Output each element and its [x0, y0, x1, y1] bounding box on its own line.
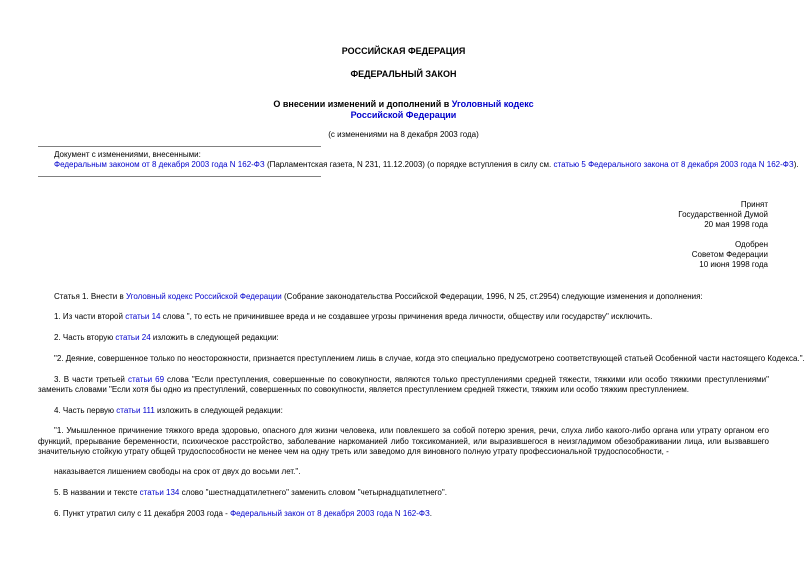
changes-text-2: ).: [793, 160, 799, 169]
article-69-link[interactable]: статьи 69: [127, 375, 165, 384]
article-1-pre: Статья 1. Внести в: [54, 292, 126, 301]
item-6: [54, 509, 432, 519]
item-2-pre: 2. Часть вторую: [54, 333, 116, 342]
accepted-label: Принят: [740, 200, 768, 209]
approved-label: Одобрен: [734, 240, 768, 249]
duma-date: 20 мая 1998 года: [704, 220, 768, 229]
changes-label: Документ с изменениями, внесенными:: [54, 150, 201, 159]
item-4: [54, 406, 283, 416]
item-3-post: слова "Если преступления, совершенные по совокупности, являются только преступлениями средней тяжести, тяжкими или особо тяжкими преступлениями" заменить словами "Если хотя бы одно из преступлений, совершенных по совокупности, является преступлением средней тяжести, тяжким или особо тяжким преступлением.: [38, 375, 769, 394]
criminal-code-link[interactable]: Уголовный кодекс: [451, 99, 534, 109]
changes-bottom-rule: [38, 176, 321, 177]
item-3: [38, 375, 769, 395]
law-title-prefix: О внесении изменений и дополнений в: [273, 99, 452, 109]
item-4-sanction: наказывается лишением свободы на срок от двух до восьми лет.".: [54, 467, 301, 476]
amendments-note: (с изменениями на 8 декабря 2003 года): [328, 130, 479, 139]
criminal-code-link-body[interactable]: Уголовный кодекс Российской Федерации: [125, 292, 282, 301]
item-2: [54, 333, 279, 343]
item-5-post: слово "шестнадцатилетнего" заменить словом "четырнадцатилетнего".: [179, 488, 447, 497]
duma-label: Государственной Думой: [678, 210, 768, 219]
article-111-link[interactable]: статьи 111: [116, 406, 155, 415]
item-6-pre: 6. Пункт утратил силу с 11 декабря 2003 года -: [54, 509, 231, 518]
document-type-heading: ФЕДЕРАЛЬНЫЙ ЗАКОН: [350, 69, 457, 79]
item-3-pre: 3. В части третьей: [54, 375, 128, 384]
item-4-pre: 4. Часть первую: [54, 406, 117, 415]
item-1: [54, 312, 652, 322]
article-1-intro: [54, 292, 703, 302]
item-4-post: изложить в следующей редакции:: [154, 406, 283, 415]
country-heading: РОССИЙСКАЯ ФЕДЕРАЦИЯ: [341, 46, 466, 56]
law-title-line-2: [0, 110, 807, 121]
item-4-quote: "1. Умышленное причинение тяжкого вреда здоровью, опасного для жизни человека, или повлекшего за собой потерю зрения, речи, слуха либо какого-либо органа или утрату органом его функций, прерывание беременности, психическое расстройство, заболевание наркоманией либо токсикоманией, или выразившегося в неизгладимом обезображивании лица, или вызвавшего значительную стойкую утрату общей трудоспособности не менее чем на одну треть или заведомо для виновного полную утрату профессиональной трудоспособности, -: [38, 426, 769, 456]
article-1-post: (Собрание законодательства Российской Федерации, 1996, N 25, ст.2954) следующие изменения и дополнения:: [281, 292, 703, 301]
article-134-link[interactable]: статьи 134: [139, 488, 180, 497]
changes-top-rule: [38, 146, 321, 147]
russian-federation-link[interactable]: Российской Федерации: [350, 110, 457, 120]
changes-line: [54, 160, 799, 170]
council-date: 10 июня 1998 года: [699, 260, 768, 269]
item-5-pre: 5. В названии и тексте: [54, 488, 140, 497]
item-2-quote: "2. Деяние, совершенное только по неосторожности, признается преступлением лишь в случае, когда это специально предусмотрено соответствующей статьей Особенной части настоящего Кодекса.".: [54, 354, 805, 363]
item-1-pre: 1. Из части второй: [54, 312, 126, 321]
council-label: Советом Федерации: [691, 250, 768, 259]
changes-text-1: (Парламентская газета, N 231, 11.12.2003) (о порядке вступления в силу см.: [264, 160, 554, 169]
law-title-line-1: [0, 99, 807, 110]
item-6-post: .: [429, 509, 433, 518]
repealing-law-link[interactable]: Федеральный закон от 8 декабря 2003 года N 162-ФЗ: [230, 509, 430, 518]
article-5-link[interactable]: статью 5 Федерального закона от 8 декабря 2003 года N 162-ФЗ: [553, 160, 794, 169]
amending-law-link[interactable]: Федеральным законом от 8 декабря 2003 года N 162-ФЗ: [54, 160, 265, 169]
article-24-link[interactable]: статьи 24: [115, 333, 151, 342]
item-1-post: слова ", то есть не причинившее вреда и не создавшее угрозы причинения вреда личности, обществу или государству" исключить.: [160, 312, 653, 321]
item-2-post: изложить в следующей редакции:: [150, 333, 279, 342]
article-14-link[interactable]: статьи 14: [125, 312, 161, 321]
item-5: [54, 488, 447, 498]
